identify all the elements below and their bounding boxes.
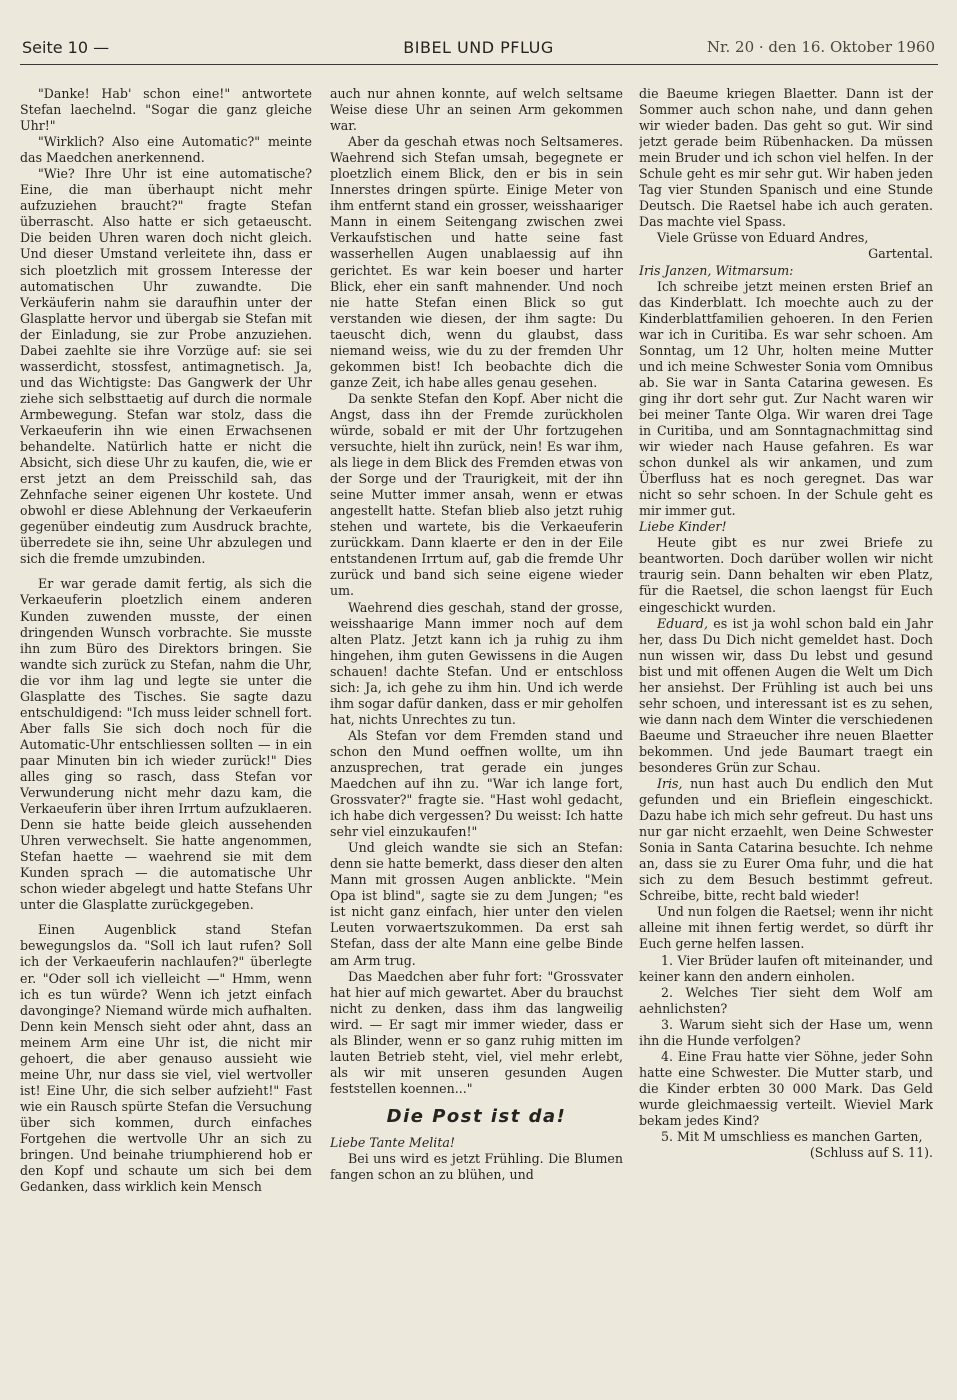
paragraph: [639, 616, 933, 776]
paragraph: Aber da geschah etwas noch Seltsameres. Waehrend sich Stefan umsah, begegnete er ploetzlich einem Blick, den er bis in sein Innerstes dringen spürte. Einige Meter von ihm entfernt stand ein grosser, weisshaariger Mann in einem Seitengang zwischen zwei Verkaufstischen und hatte seine fast wasserhellen Augen unablaessig auf ihn gerichtet. Es war kein boeser und harter Blick, eher ein sanft mahnender. Und noch nie hatte Stefan einen Blick so gut verstanden wie diesen, der ihm sagte: Du taeuscht dich, wenn du glaubst, dass niemand weiss, wie du zu der fremden Uhr gekommen bist! Ich beobachte dich die ganze Zeit, ich habe alles genau gesehen.: [330, 134, 623, 390]
paragraph-text: es ist ja wohl schon bald ein Jahr her, dass Du Dich nicht gemeldet hast. Doch nun wissen wir, dass Du lebst und gesund bist und mit offenen Augen die Welt um Dich her ansiehst. Der Frühling ist auch bei uns sehr schoen, und interessant ist es zu sehen, wie dann nach dem Winter die verschiedenen Baeume und Straeucher ihre neuen Blaetter bekommen. Und jede Baumart traegt ein besonderes Grün zur Schau.: [639, 615, 933, 775]
column-3: [639, 86, 933, 1386]
paragraph: "Wirklich? Also eine Automatic?" meinte das Maedchen anerkennend.: [20, 134, 312, 166]
letter-salutation: Liebe Kinder!: [639, 519, 727, 535]
riddle-item: 2. Welches Tier sieht dem Wolf am aehnlichsten?: [639, 984, 933, 1016]
paragraph: auch nur ahnen konnte, auf welch seltsame Weise diese Uhr an seinen Arm gekommen war.: [330, 86, 623, 134]
riddle-item: 3. Warum sieht sich der Hase um, wenn ihn die Hunde verfolgen?: [639, 1016, 933, 1048]
section-heading: Die Post ist da!: [386, 1105, 567, 1127]
letter-sender: Iris Janzen, Witmarsum:: [639, 262, 794, 278]
page-number: Seite 10 —: [22, 38, 110, 57]
paragraph: Da senkte Stefan den Kopf. Aber nicht die Angst, dass ihn der Fremde zurückholen würde, sobald er mit der Uhr fortzugehen versuchte, hielt ihn zurück, nein! Es war ihm, als liege in dem Blick des Fremden etwas von der Sorge und der Traurigkeit, mit der ihn seine Mutter immer ansah, wenn er etwas angestellt hatte. Stefan blieb also jetzt ruhig stehen und wartete, bis die Verkaeuferin zurückkam. Dann klaerte er den in der Eile entstandenen Irrtum auf, gab die fremde Uhr zurück und band sich seine eigene wieder um.: [330, 390, 623, 599]
paragraph-text: nun hast auch Du endlich den Mut gefunden und ein Brieflein eingeschickt. Dazu habe ich mich sehr gefreut. Du hast uns nur gar nicht erzaehlt, wen Deine Schwester Sonia in Santa Catarina besuchte. Ich nehme an, dass sie zu Eurer Oma fuhr, und die hat sich zu dem Besuch bestimmt gefreut. Schreibe, bitte, recht bald wieder!: [639, 776, 933, 904]
paragraph: Waehrend dies geschah, stand der grosse, weisshaarige Mann immer noch auf dem alten Platz. Jetzt kann ich ja ruhig zu ihm hingehen, ihm guten Gewissens in die Augen schauen! dachte Stefan. Und er entschloss sich: Ja, ich gehe zu ihm hin. Und ich werde ihm sogar dafür danken, dass er mir geholfen hat, nichts Unrechtes zu tun.: [330, 599, 623, 727]
paragraph: die Baeume kriegen Blaetter. Dann ist der Sommer auch schon nahe, und dann gehen wir wieder baden. Das geht so gut. Wir sind jetzt gerade beim Rübenhacken. Da müssen mein Bruder und ich schon viel helfen. In der Schule geht es mir sehr gut. Wir haben jeden Tag vier Stunden Spanisch und eine Stunde Deutsch. Die Raetsel habe ich auch geraten. Das machte viel Spass.: [639, 86, 933, 230]
paragraph: Das Maedchen aber fuhr fort: "Grossvater hat hier auf mich gewartet. Aber du brauchst nicht zu denken, dass ihm das langweilig wird. — Er sagt mir immer wieder, dass er als Blinder, wenn er so ganz ruhig mitten im lauten Betrieb steht, viel, viel mehr erlebt, als wir mit unseren gesunden Augen feststellen koennen...": [330, 968, 623, 1096]
letter-salutation: Liebe Tante Melita!: [330, 1135, 455, 1150]
addressee-name: Eduard,: [657, 615, 708, 631]
paragraph: Und gleich wandte sie sich an Stefan: denn sie hatte bemerkt, dass dieser den alten Mann mit grossen Augen anblickte. "Mein Opa ist blind", sagte sie zu dem Jungen; "es ist nicht ganz einfach, hier unter den vielen Leuten vorwaertszukommen. Da erst sah Stefan, dass der alte Mann eine gelbe Binde am Arm trug.: [330, 840, 623, 968]
letter-signature: Viele Grüsse von Eduard Andres,: [657, 230, 869, 246]
paragraph: "Wie? Ihre Uhr ist eine automatische? Eine, die man überhaupt nicht mehr aufzuziehen braucht?" fragte Stefan überrascht. Also hatte er sich getaeuscht. Die beiden Uhren waren doch nicht gleich. Und dieser Umstand verleitete ihn, dass er sich ploetzlich mit grossem Interesse der automatischen Uhr zuwandte. Die Verkäuferin nahm sie daraufhin unter der Glasplatte hervor und übergab sie Stefan mit der Einladung, sie zur Probe anzuziehen. Dabei zaehlte sie ihre Vorzüge auf: sie sei wasserdicht, stossfest, antimagnetisch. Ja, und das Wichtigste: Das Gangwerk der Uhr ziehe sich selbsttaetig auf durch die normale Armbewegung. Stefan war stolz, dass die Verkaeuferin ihn wie einen Erwachsenen behandelte. Natürlich hatte er nicht die Absicht, sich diese Uhr zu kaufen, die, wie er erst jetzt an dem Preisschild sah, das Zehnfache seiner eigenen Uhr kostete. Und obwohl er diese Ablehnung der Verkaeuferin gegenüber eindeutig zum Ausdruck brachte, überredete sie ihn, seine Uhr abzulegen und sich die fremde umzubinden.: [20, 166, 312, 567]
issue-date: Nr. 20 · den 16. Oktober 1960: [706, 38, 935, 56]
paragraph: Ich schreibe jetzt meinen ersten Brief an das Kinderblatt. Ich moechte auch zu der Kinderblattfamilien gehoeren. In den Ferien war ich in Curitiba. Es war sehr schoen. Am Sonntag, um 12 Uhr, holten meine Mutter und ich meine Schwester Sonia vom Omnibus ab. Sie war in Santa Catarina gewesen. Es ging ihr dort sehr gut. Zur Nacht waren wir bei meiner Tante Olga. Wir waren drei Tage in Curitiba, und am Sonntagnachmittag sind wir wieder nach Hause gefahren. Es war schon dunkel als wir ankamen, und zum Überfluss hat es noch geregnet. Das war nicht so sehr schoen. In der Schule geht es mir immer gut.: [639, 278, 933, 519]
header-rule: [20, 64, 938, 65]
paragraph: Heute gibt es nur zwei Briefe zu beantworten. Doch darüber wollen wir nicht traurig sein. Dann behalten wir eben Platz, für die Raetsel, die schon laengst für Euch eingeschickt wurden.: [639, 535, 933, 615]
publication-title: BIBEL UND PFLUG: [403, 38, 554, 57]
continuation-note: (Schluss auf S. 11).: [809, 1145, 933, 1161]
column-1: [20, 86, 312, 1386]
paragraph: Einen Augenblick stand Stefan bewegungslos da. "Soll ich laut rufen? Soll ich der Verkaeuferin nachlaufen?" überlegte er. "Oder soll ich vielleicht —" Hmm, wenn ich es tun würde? Wenn ich jetzt einfach davonginge? Niemand würde mich aufhalten. Denn kein Mensch sieht oder ahnt, dass an meinem Arm eine Uhr ist, die nicht mir gehoert, die aber genauso aussieht wie meine Uhr, nur dass sie viel, viel wertvoller ist! Eine Uhr, die sich selber aufzieht!" Fast wie ein Rausch spürte Stefan die Versuchung über sich kommen, durch einfaches Fortgehen die wertvolle Uhr an sich zu bringen. Und beinahe triumphierend hob er den Kopf und schaute um sich bei dem Gedanken, dass wirklich kein Mensch: [20, 922, 312, 1195]
riddle-list: [639, 953, 933, 1146]
paragraph: Als Stefan vor dem Fremden stand und schon den Mund oeffnen wollte, um ihn anzusprechen, trat gerade ein junges Maedchen auf ihn zu. "War ich lange fort, Grossvater?" fragte sie. "Hast wohl gedacht, ich habe dich vergessen? Du weisst: Ich hatte sehr viel einzukaufen!": [330, 727, 623, 840]
paragraph: "Danke! Hab' schon eine!" antwortete Stefan laechelnd. "Sogar die ganz gleiche Uhr!": [20, 86, 312, 134]
riddle-item: 4. Eine Frau hatte vier Söhne, jeder Sohn hatte eine Schwester. Die Mutter starb, und die Kinder erbten 30 000 Mark. Das Geld wurde gleichmaessig verteilt. Wieviel Mark bekam jedes Kind?: [639, 1048, 933, 1128]
riddle-item: 1. Vier Brüder laufen oft miteinander, und keiner kann den andern einholen.: [639, 952, 933, 984]
paragraph: Und nun folgen die Raetsel; wenn ihr nicht alleine mit ihnen fertig werdet, so dürft ihr Euch gerne helfen lassen.: [639, 904, 933, 952]
paragraph: [639, 776, 933, 904]
paragraph: Bei uns wird es jetzt Frühling. Die Blumen fangen schon an zu blühen, und: [330, 1151, 623, 1183]
addressee-name: Iris,: [657, 776, 683, 792]
riddle-item: 5. Mit M umschliess es manchen Garten,: [661, 1129, 923, 1145]
column-2: [330, 86, 623, 1386]
letter-signature-place: Gartental.: [868, 246, 933, 262]
paragraph: Er war gerade damit fertig, als sich die Verkaeuferin ploetzlich einem anderen Kunden zuwenden musste, der einen dringenden Wunsch vorbrachte. Sie musste ihn zum Büro des Direktors bringen. Sie wandte sich zurück zu Stefan, nahm die Uhr, die vor ihm lag und legte sie unter die Glasplatte des Tisches. Sie sagte dazu entschuldigend: "Ich muss leider schnell fort. Aber falls Sie sich doch noch für die Automatic-Uhr entschliessen sollten — in ein paar Minuten bin ich wieder zurück!" Dies alles ging so rasch, dass Stefan vor Verwunderung nicht mehr dazu kam, die Verkaeuferin über ihren Irrtum aufzuklaeren. Denn sie hatte beide gleich aussehenden Uhren verwechselt. Sie hatte angenommen, Stefan haette — waehrend sie mit dem Kunden sprach — die automatische Uhr schon wieder abgelegt und hatte Stefans Uhr unter die Glasplatte zurückgegeben.: [20, 576, 312, 913]
